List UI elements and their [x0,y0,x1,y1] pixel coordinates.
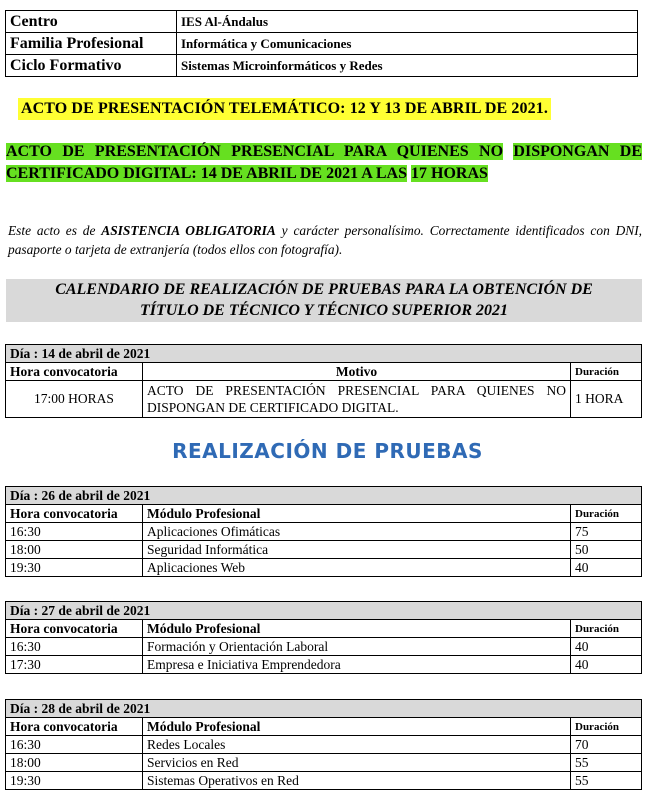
info-label: Centro [6,11,177,33]
duracion-cell: 55 [571,772,642,790]
col-hora-header: Hora convocatoria [6,363,143,381]
day-header-row [6,345,642,363]
hora-cell: 19:30 [6,772,143,790]
col-duracion-header: Duración [571,363,642,381]
col-duracion-header: Duración [571,718,642,736]
duracion-cell: 40 [571,638,642,656]
col-duracion-header: Duración [571,505,642,523]
column-header-row [6,620,642,638]
duracion-cell: 70 [571,736,642,754]
motivo-cell: ACTO DE PRESENTACIÓN PRESENCIAL PARA QUIENES NO DISPONGAN DE CERTIFICADO DIGITAL. [143,381,571,418]
table-row [6,754,642,772]
presentation-day-table [5,344,642,418]
info-value: Sistemas Microinformáticos y Redes [177,55,638,77]
col-hora-header: Hora convocatoria [6,620,143,638]
exam-day-table [5,486,642,577]
table-row [6,656,642,674]
info-row-centro [6,11,638,33]
day-header: Día : 26 de abril de 2021 [6,487,642,505]
col-modulo-header: Módulo Profesional [143,620,571,638]
day-header: Día : 14 de abril de 2021 [6,345,642,363]
in-person-presentation-notice [6,141,642,185]
col-hora-header: Hora convocatoria [6,718,143,736]
modulo-cell: Redes Locales [143,736,571,754]
hora-cell: 18:00 [6,754,143,772]
note-text: y carácter personalísimo. Correctamente identificados con DNI, pasaporte o tarjeta de extranjería (todos ellos con fotografía). [8,223,643,257]
table-row [6,772,642,790]
col-hora-header: Hora convocatoria [6,505,143,523]
col-motivo-header: Motivo [143,363,571,381]
calendar-title-line: TÍTULO DE TÉCNICO Y TÉCNICO SUPERIOR 2021 [139,302,509,319]
duracion-cell: 55 [571,754,642,772]
table-row [6,541,642,559]
modulo-cell: Aplicaciones Web [143,559,571,577]
modulo-cell: Servicios en Red [143,754,571,772]
modulo-cell: Aplicaciones Ofimáticas [143,523,571,541]
notice-line: ACTO DE PRESENTACIÓN PRESENCIAL PARA QUIENES NO [6,143,504,160]
duracion-cell: 40 [571,656,642,674]
calendar-title [6,279,642,322]
modulo-cell: Empresa e Iniciativa Emprendedora [143,656,571,674]
table-row [6,381,642,418]
notice-line: DISPONGAN DE CERTIFICADO DIGITAL: 14 DE ABRIL DE 2021 A LAS [6,143,643,182]
col-modulo-header: Módulo Profesional [143,718,571,736]
modulo-cell: Sistemas Operativos en Red [143,772,571,790]
exam-day-table [5,601,642,674]
col-modulo-header: Módulo Profesional [143,505,571,523]
day-header-row [6,602,642,620]
info-label: Ciclo Formativo [6,55,177,77]
duracion-cell: 75 [571,523,642,541]
column-header-row [6,363,642,381]
day-header: Día : 27 de abril de 2021 [6,602,642,620]
modulo-cell: Seguridad Informática [143,541,571,559]
telematic-presentation-notice: ACTO DE PRESENTACIÓN TELEMÁTICO: 12 Y 13 DE ABRIL DE 2021. [18,98,551,120]
day-header-row [6,700,642,718]
calendar-title-line: CALENDARIO DE REALIZACIÓN DE PRUEBAS PARA LA OBTENCIÓN DE [55,281,593,298]
note-emphasis: ASISTENCIA OBLIGATORIA [101,223,276,238]
exams-section-title: REALIZACIÓN DE PRUEBAS [172,439,483,463]
column-header-row [6,718,642,736]
table-row [6,736,642,754]
hora-cell: 17:30 [6,656,143,674]
modulo-cell: Formación y Orientación Laboral [143,638,571,656]
info-label: Familia Profesional [6,33,177,55]
duracion-cell: 1 HORA [571,381,642,418]
attendance-note [8,221,642,259]
duracion-cell: 40 [571,559,642,577]
center-info-table [5,10,638,77]
day-header-row [6,487,642,505]
info-row-ciclo [6,55,638,77]
col-duracion-header: Duración [571,620,642,638]
table-row [6,559,642,577]
info-value: IES Al-Ándalus [177,11,638,33]
note-text: Este acto es de [8,223,102,238]
column-header-row [6,505,642,523]
duracion-cell: 50 [571,541,642,559]
info-row-familia [6,33,638,55]
info-value: Informática y Comunicaciones [177,33,638,55]
hora-cell: 17:00 HORAS [6,381,143,418]
table-row [6,638,642,656]
hora-cell: 16:30 [6,523,143,541]
hora-cell: 16:30 [6,736,143,754]
hora-cell: 19:30 [6,559,143,577]
hora-cell: 16:30 [6,638,143,656]
exam-day-table [5,699,642,790]
table-row [6,523,642,541]
hora-cell: 18:00 [6,541,143,559]
day-header: Día : 28 de abril de 2021 [6,700,642,718]
notice-line: 17 HORAS [411,165,488,182]
